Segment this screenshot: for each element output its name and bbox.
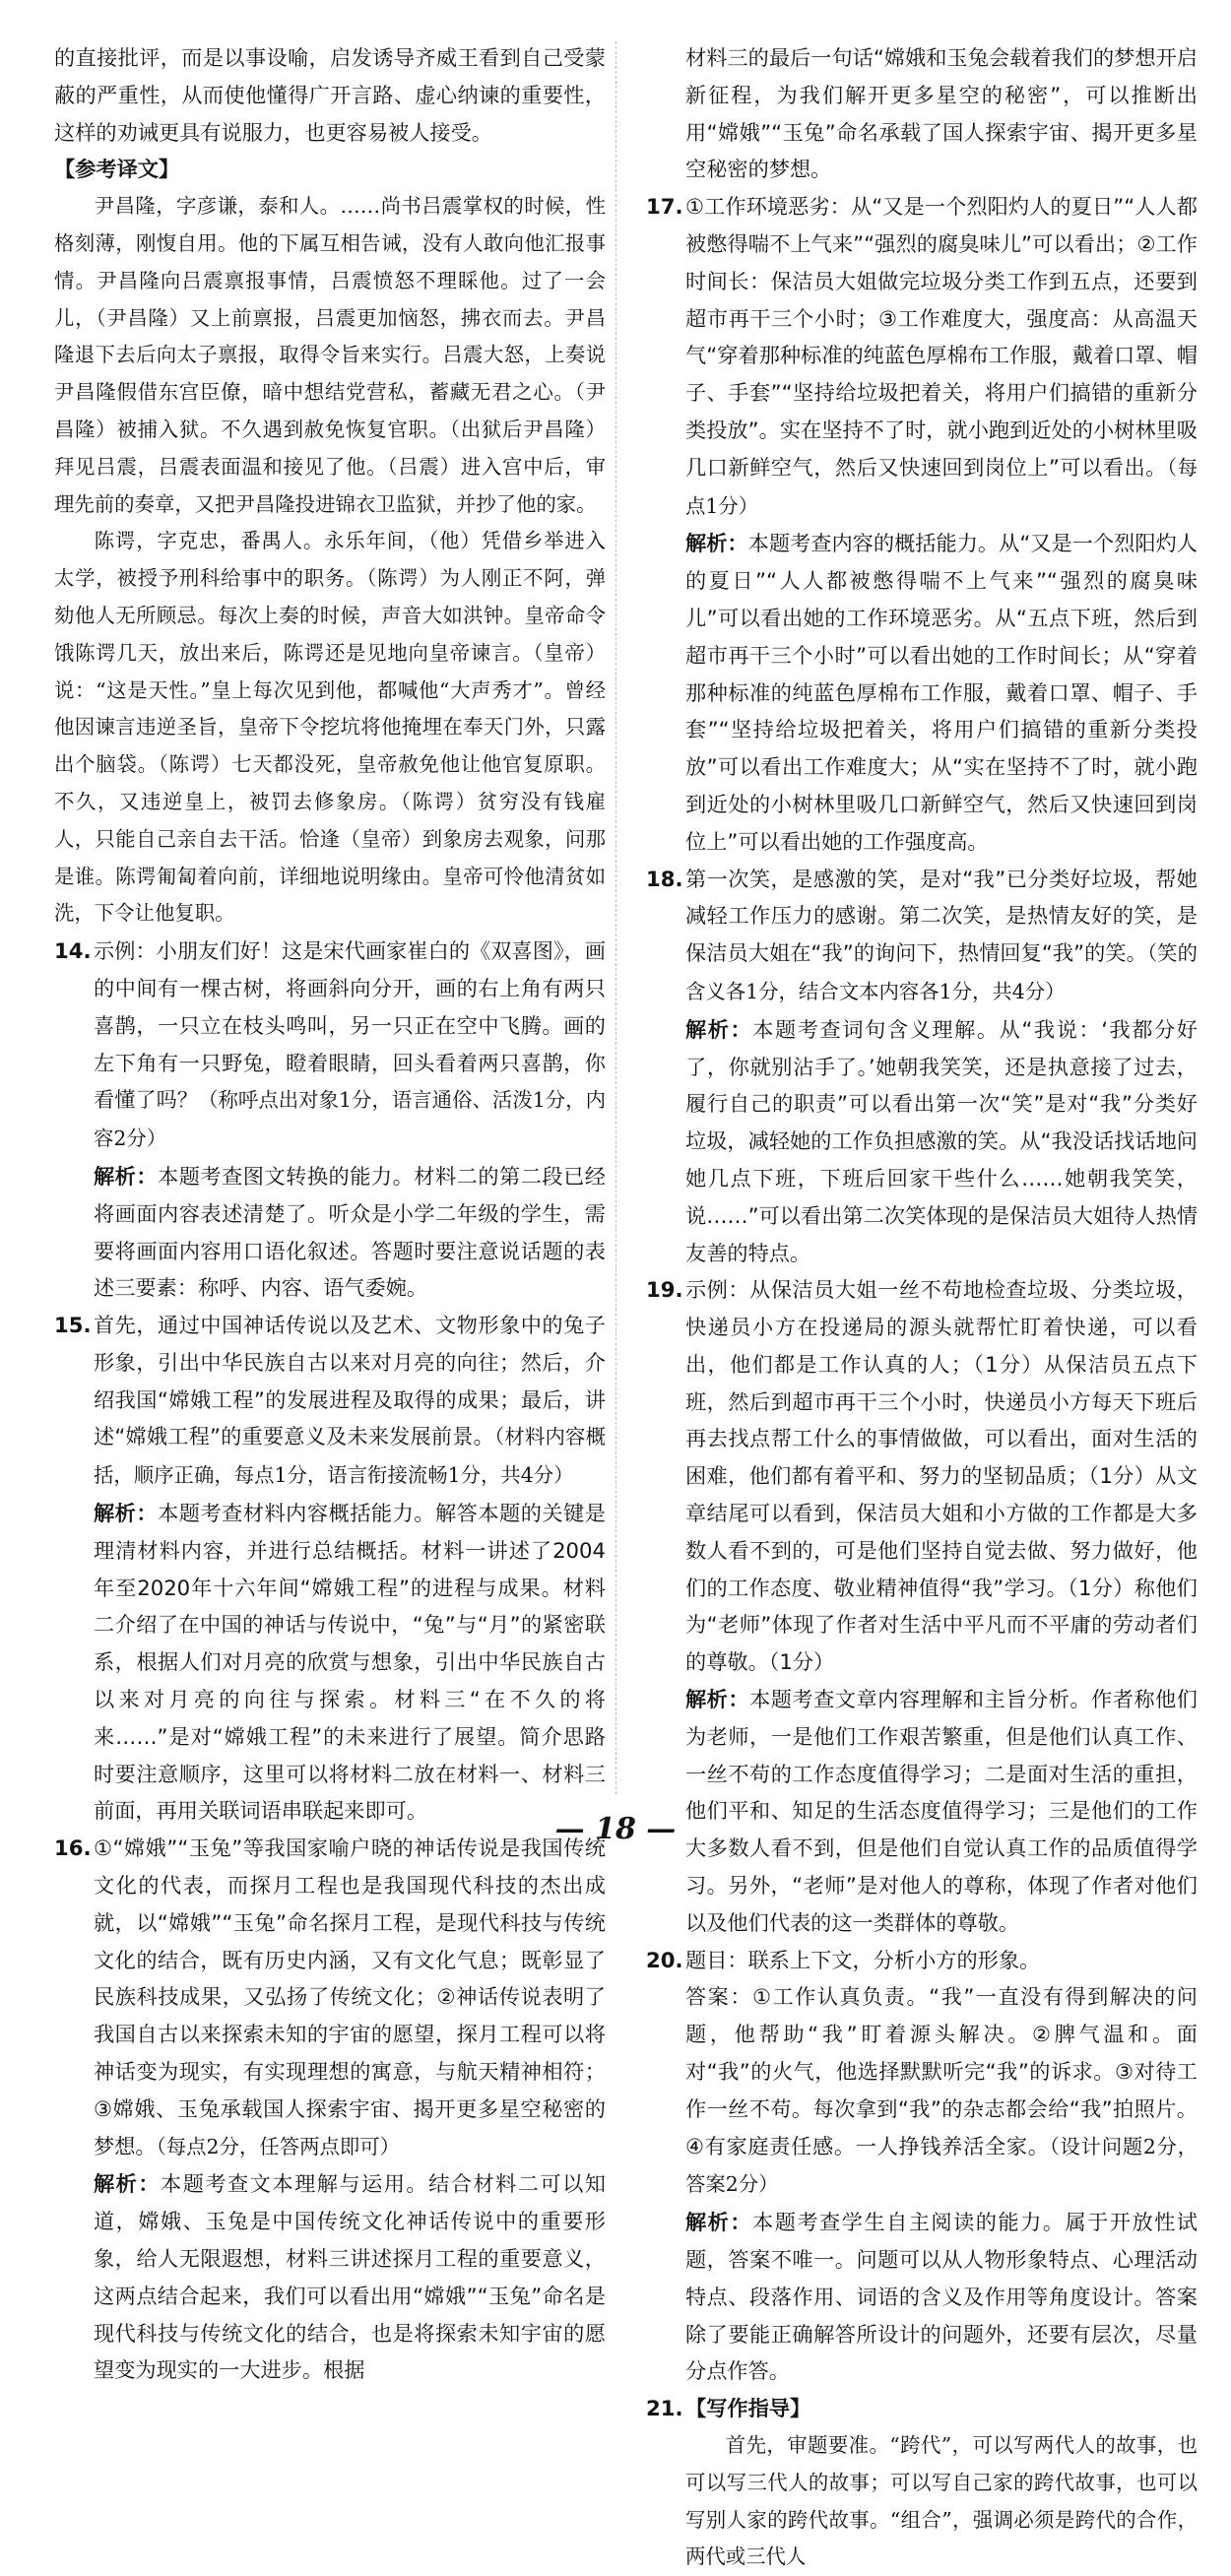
- question-18: [646, 861, 1198, 1272]
- analysis: [94, 1158, 606, 1307]
- translation-paragraph-1: 尹昌隆，字彦谦，泰和人。……尚书吕震掌权的时候，性格刻薄，刚愎自用。他的下属互相告诫，没有人敢向他汇报事情。尹昌隆向吕震禀报事情，吕震愤怒不理睬他。过了一会儿，（尹昌隆）又上前禀报，吕震更加恼怒，拂衣而去。尹昌隆退下去后向太子禀报，取得令旨来实行。吕震大怒，上奏说尹昌隆假借东宫臣僚，暗中想结党营私，蓄藏无君之心。（尹昌隆）被捕入狱。不久遇到赦免恢复官职。（出狱后尹昌隆）拜见吕震，吕震表面温和接见了他。（吕震）进入宫中后，审理先前的奏章，又把尹昌隆投进锦衣卫监狱，并抄了他的家。: [54, 194, 606, 516]
- answer-text: [685, 861, 1198, 1011]
- analysis: [685, 2204, 1198, 2390]
- column-divider: [616, 41, 617, 1794]
- translation-paragraph-2: 陈谔，字克忠，番禺人。永乐年间，（他）凭借乡举进入太学，被授予刑科给事中的职务。（陈谔）为人刚正不阿，弹劾他人无所顾忌。每次上奏的时候，声音大如洪钟。皇帝命令饿陈谔几天，放出来后，陈谔还是见地向皇帝谏言。（皇帝）说：“这是天性。”皇上每次见到他，都喊他“大声秀才”。曾经他因谏言违逆圣旨，皇帝下令挖坑将他掩埋在奉天门外，只露出个脑袋。（陈谔）七天都没死，皇帝赦免他让他官复原职。不久，又违逆皇上，被罚去修象房。（陈谔）贫穷没有钱雇人，只能自己亲自去干活。恰逢（皇帝）到象房去观象，问那是谁。陈谔匍匐着向前，详细地说明缘由。皇帝可怜他清贫如洗，下令让他复职。: [54, 529, 606, 926]
- question-number: 21.: [646, 2396, 683, 2421]
- answer-text: [685, 188, 1198, 525]
- analysis: [685, 1011, 1198, 1272]
- analysis-label: 解析：: [94, 1501, 159, 1526]
- analysis: [685, 525, 1198, 860]
- analysis-body: 本题考查图文转换的能力。材料二的第二段已经将画面内容表述清楚了。听众是小学二年级的学生，需要将画面内容用口语化叙述。答题时要注意说话题的表述三要素：称呼、内容、语气委婉。: [94, 1163, 606, 1301]
- analysis: [94, 2165, 606, 2389]
- score-note: （设计问题2分，答案2分）: [685, 2134, 1198, 2197]
- score-note: （称呼点出对象1分，语言通俗、活泼1分，内容2分）: [94, 1088, 606, 1151]
- analysis-body: 本题考查内容的概括能力。从“又是一个烈阳灼人的夏日”“人人都被憋得喘不上气来”“强烈的腐臭味儿”可以看出她的工作环境恶劣。从“五点下班，然后到超市再干三个小时”可以看出她的工作时间长；从“穿着那种标准的纯蓝色厚棉布工作服，戴着口罩、帽子、手套”“坚持给垃圾把着关，将用户们搞错的重新分类投放”可以看出工作难度大；从“实在坚持不了时，就小跑到近处的小树林里吸几口新鲜空气，然后又快速回到岗位上”可以看出她的工作强度高。: [685, 531, 1198, 854]
- answer-text: [94, 1307, 606, 1495]
- left-column: [54, 39, 606, 2389]
- analysis-label: 解析：: [685, 2210, 753, 2235]
- writing-guide-heading: 【写作指导】: [685, 2396, 811, 2421]
- question-number: 15.: [54, 1313, 92, 1338]
- answer-body: 示例：小朋友们好！这是宋代画家崔白的《双喜图》，画的中间有一棵古树，将画斜向分开，画的右上角有两只喜鹊，一只立在枝头鸣叫，另一只正在空中飞腾。画的左下角有一只野兔，瞪着眼睛，回头看着两只喜鹊，你看懂了吗？: [94, 938, 606, 1113]
- question-14: [54, 933, 606, 1307]
- score-note: （笑的含义各1分，结合文本内容各1分，共4分）: [685, 941, 1198, 1003]
- right-column: [646, 39, 1198, 2576]
- translation-heading: 【参考译文】: [54, 157, 180, 182]
- intro-paragraph: 的直接批评，而是以事设喻，启发诱导齐威王看到自己受蒙蔽的严重性，从而使他懂得广开言路、虚心纳谏的重要性，这样的劝诫更具有说服力，也更容易被人接受。: [54, 45, 606, 145]
- continued-analysis: 材料三的最后一句话“嫦娥和玉兔会载着我们的梦想开启新征程，为我们解开更多星空的秘密”，可以推断出用“嫦娥”“玉兔”命名承载了国人探索宇宙、揭开更多星空秘密的梦想。: [685, 45, 1198, 182]
- question-20: [646, 1942, 1198, 2391]
- analysis-label: 解析：: [94, 2171, 162, 2197]
- score-note: （每点2分，任答两点即可）: [156, 2134, 401, 2158]
- score-note: （材料内容概括，顺序正确，每点1分，语言衔接流畅1分，共4分）: [94, 1425, 606, 1488]
- answer-text: [94, 1830, 606, 2165]
- question-number: 16.: [54, 1835, 92, 1861]
- answer-body: 答案：①工作认真负责。“我”一直没有得到解决的问题，他帮助“我”盯着源头解决。②脾气温和。面对“我”的火气，他选择默默听完“我”的诉求。③对待工作一丝不苟。每次拿到“我”的杂志都会给“我”拍照片。④有家庭责任感。一人挣钱养活全家。: [685, 1984, 1198, 2158]
- analysis-label: 解析：: [94, 1163, 159, 1189]
- question-17: [646, 188, 1198, 860]
- analysis-body: 本题考查词句含义理解。从“我说：‘我都分好了，你就别沾手了。’她朝我笑笑，还是执意接了过去，履行自己的职责”可以看出第一次“笑”是对“我”分类好垃圾，减轻她的工作负担感激的笑。从“我没话找话地问她几点下班，下班后回家干些什么……她朝我笑笑，说……”可以看出第二次笑体现的是保洁员大姐待人热情友善的特点。: [685, 1016, 1198, 1265]
- question-21: [646, 2390, 1198, 2576]
- page-number: — 18 —: [554, 1812, 677, 1846]
- question-title: 题目：联系上下文，分析小方的形象。: [685, 1947, 1041, 1972]
- question-number: 19.: [646, 1277, 683, 1303]
- question-number: 20.: [646, 1947, 683, 1972]
- answer-body: ①“嫦娥”“玉兔”等我国家喻户晓的神话传说是我国传统文化的代表，而探月工程也是我国现代科技的杰出成就，以“嫦娥”“玉兔”命名探月工程，是现代科技与传统文化的结合，既有历史内涵，又有文化气息；既彰显了民族科技成果，又弘扬了传统文化；②神话传说表明了我国自古以来探索未知的宇宙的愿望，探月工程可以将神话变为现实，有实现理想的寓意，与航天精神相符；③嫦娥、玉兔承载国人探索宇宙、揭开更多星空秘密的梦想。: [94, 1835, 606, 2158]
- analysis-body: 本题考查材料内容概括能力。解答本题的关键是理清材料内容，并进行总结概括。材料一讲述了2004年至2020年十六年间“嫦娥工程”的进程与成果。材料二介绍了在中国的神话与传说中，“兔”与“月”的紧密联系，根据人们对月亮的欣赏与想象，引出中华民族自古以来对月亮的向往与探索。材料三“在不久的将来……”是对“嫦娥工程”的未来进行了展望。简介思路时要注意顺序，这里可以将材料二放在材料一、材料三前面，再用关联词语串联起来即可。: [94, 1501, 606, 1824]
- analysis-body: 本题考查文章内容理解和主旨分析。作者称他们为老师，一是他们工作艰苦繁重，但是他们认真工作、一丝不苟的工作态度值得学习；二是面对生活的重担，他们平和、知足的生活态度值得学习；三是他们的工作大多数人看不到，但是他们自觉认真工作的品质值得学习。另外，“老师”是对他人的尊称，体现了作者对他们以及他们代表的这一类群体的尊敬。: [685, 1687, 1198, 1935]
- writing-guide-body: 首先，审题要准。“跨代”，可以写两代人的故事，也可以写三代人的故事；可以写自己家的跨代故事，也可以写别人家的跨代故事。“组合”，强调必须是跨代的合作，两代或三代人: [685, 2433, 1198, 2569]
- answer-text: 示例：从保洁员大姐一丝不苟地检查垃圾、分类垃圾，快递员小方在投递局的源头就帮忙盯着快递，可以看出，他们都是工作认真的人；（1分）从保洁员五点下班，然后到超市再干三个小时，快递员小方每天下班后再去找点帮工什么的事情做做，可以看出，面对生活的困难，他们都有着平和、努力的坚韧品质；（1分）从文章结尾可以看到，保洁员大姐和小方做的工作都是大多数人看不到的，可是他们坚持自觉去做、努力做好，他们的工作态度、敬业精神值得“我”学习。（1分）称他们为“老师”体现了作者对生活中平凡而不平庸的劳动者们的尊敬。（1分）: [685, 1277, 1198, 1675]
- analysis-label: 解析：: [685, 1687, 750, 1712]
- question-16: [54, 1830, 606, 2389]
- answer-body: ①工作环境恶劣：从“又是一个烈阳灼人的夏日”“人人都被憋得喘不上气来”“强烈的腐臭味儿”可以看出；②工作时间长：保洁员大姐做完垃圾分类工作到五点，还要到超市再干三个小时；③工作难度大，强度高：从高温天气“穿着那种标准的纯蓝色厚棉布工作服，戴着口罩、帽子、手套”“坚持给垃圾把着关，将用户们搞错的重新分类投放”。实在坚持不了时，就小跑到近处的小树林里吸几口新鲜空气，然后又快速回到岗位上”可以看出。: [685, 194, 1198, 480]
- question-number: 14.: [54, 938, 92, 964]
- analysis-label: 解析：: [685, 531, 748, 556]
- answer-text: [94, 933, 606, 1158]
- reference-translation: [54, 188, 606, 933]
- answer-body: 首先，通过中国神话传说以及艺术、文物形象中的兔子形象，引出中华民族自古以来对月亮的向往；然后，介绍我国“嫦娥工程”的发展进程及取得的成果；最后，讲述“嫦娥工程”的重要意义及未来发展前景。: [94, 1313, 606, 1449]
- analysis-body: 本题考查学生自主阅读的能力。属于开放性试题，答案不唯一。问题可以从人物形象特点、心理活动特点、段落作用、词语的含义及作用等角度设计。答案除了要能正确解答所设计的问题外，还要有层次，尽量分点作答。: [685, 2210, 1198, 2384]
- question-number: 17.: [646, 194, 683, 220]
- question-number: 18.: [646, 866, 683, 891]
- analysis-label: 解析：: [685, 1016, 753, 1042]
- analysis: [94, 1495, 606, 1830]
- answer-text: [685, 1978, 1198, 2204]
- analysis-body: 本题考查文本理解与运用。结合材料二可以知道，嫦娥、玉兔是中国传统文化神话传说中的重要形象，给人无限遐想，材料三讲述探月工程的重要意义，这两点结合起来，我们可以看出用“嫦娥”“玉兔”命名是现代科技与传统文化的结合，也是将探索未知宇宙的愿望变为现实的一大进步。根据: [94, 2171, 606, 2383]
- question-15: [54, 1307, 606, 1830]
- answer-body: 第一次笑，是感激的笑，是对“我”已分类好垃圾，帮她减轻工作压力的感谢。第二次笑，是热情友好的笑，是保洁员大姐在“我”的询问下，热情回复“我”的笑。: [685, 866, 1198, 966]
- score-note: （每点1分）: [685, 455, 1198, 518]
